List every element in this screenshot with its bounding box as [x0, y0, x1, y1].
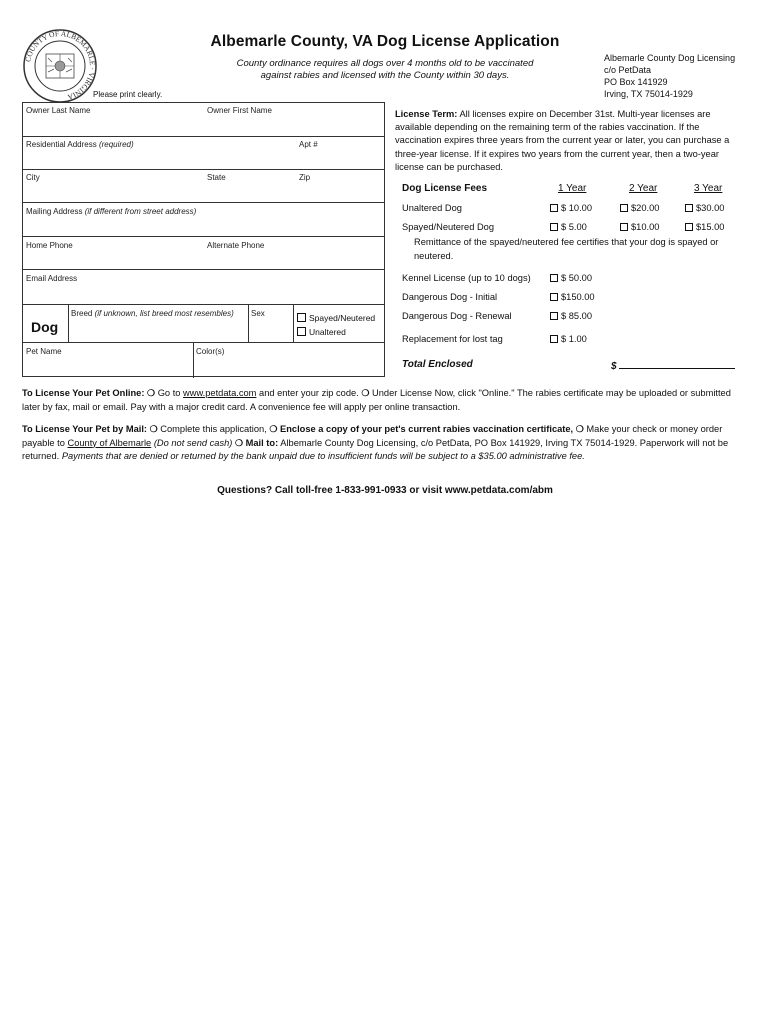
mailing-address-block: Albemarle County Dog Licensing c/o PetData PO Box 141929 Irving, TX 75014-1929 [604, 53, 736, 99]
fee-dangerous-initial-label: Dangerous Dog - Initial [402, 292, 498, 302]
checkbox-icon [685, 223, 693, 231]
page-title: Albemarle County, VA Dog License Application [210, 33, 560, 50]
sex-field[interactable]: Sex [251, 309, 265, 318]
state-field[interactable]: State [207, 173, 226, 182]
checkbox-icon [550, 223, 558, 231]
fee-kennel-label: Kennel License (up to 10 dogs) [402, 273, 531, 283]
ordinance-note: County ordinance requires all dogs over 4 months old to be vaccinated against rabies and licensed with the County within 30 days. [236, 58, 534, 81]
petdata-link[interactable]: www.petdata.com [183, 388, 257, 398]
alternate-phone-field[interactable]: Alternate Phone [207, 241, 265, 250]
owner-form [22, 102, 385, 377]
questions-contact: Questions? Call toll-free 1-833-991-0933 or visit www.petdata.com/abm [217, 485, 553, 496]
fee-spayed-1y[interactable]: $ 5.00 [550, 222, 587, 232]
residential-address-row [23, 137, 384, 170]
owner-last-name-field[interactable]: Owner Last Name [26, 106, 91, 115]
dog-label: Dog [31, 319, 59, 335]
total-enclosed-label: Total Enclosed [402, 359, 473, 370]
residential-address-field[interactable]: Residential Address (required) [26, 140, 134, 149]
bullet-circle-icon: ❍ [575, 424, 584, 434]
fees-col-2-year: 2 Year [629, 183, 658, 194]
pet-name-row [23, 343, 384, 378]
mailing-address-row [23, 203, 384, 237]
online-instructions: To License Your Pet Online: ❍ Go to www.petdata.com and enter your zip code. ❍ Under License Now, click "Online." The rabies certificate may be uploaded or submitted later by fax, mail or email. Pay with a major credit card. A convenience fee will apply per online transaction. [22, 388, 731, 412]
home-phone-field[interactable]: Home Phone [26, 241, 73, 250]
spayed-checkbox[interactable]: Spayed/Neutered [297, 313, 375, 323]
dog-breed-row [23, 305, 384, 343]
fee-dangerous-initial-option[interactable]: $150.00 [550, 292, 595, 302]
fee-dangerous-renewal-label: Dangerous Dog - Renewal [402, 311, 512, 321]
print-note: Please print clearly. [93, 90, 163, 99]
bullet-circle-icon: ❍ [269, 424, 278, 434]
checkbox-icon [685, 204, 693, 212]
unaltered-checkbox[interactable]: Unaltered [297, 327, 346, 337]
fee-unaltered-3y[interactable]: $30.00 [685, 203, 724, 213]
checkbox-icon [620, 204, 628, 212]
bullet-circle-icon: ❍ [149, 424, 158, 434]
remittance-note: Remittance of the spayed/neutered fee certifies that your dog is spayed or neutered. [414, 237, 719, 261]
phone-row [23, 237, 384, 270]
fee-replacement-option[interactable]: $ 1.00 [550, 334, 587, 344]
email-field[interactable]: Email Address [26, 274, 78, 283]
city-field[interactable]: City [26, 173, 40, 182]
colors-field[interactable]: Color(s) [196, 347, 225, 356]
bullet-circle-icon: ❍ [147, 388, 156, 398]
fee-unaltered-label: Unaltered Dog [402, 203, 462, 213]
pet-name-field[interactable]: Pet Name [26, 347, 62, 356]
zip-field[interactable]: Zip [299, 173, 311, 182]
checkbox-icon [550, 274, 558, 282]
fee-spayed-3y[interactable]: $15.00 [685, 222, 724, 232]
county-seal-logo [22, 28, 98, 104]
checkbox-icon [550, 312, 558, 320]
total-enclosed-field[interactable]: $ [611, 359, 735, 372]
fees-heading: Dog License Fees [402, 183, 488, 194]
mailing-address-field[interactable]: Mailing Address (if different from street address) [26, 207, 197, 216]
fee-unaltered-2y[interactable]: $20.00 [620, 203, 659, 213]
checkbox-icon [550, 335, 558, 343]
checkbox-icon [620, 223, 628, 231]
email-row [23, 270, 384, 305]
fee-unaltered-1y[interactable]: $ 10.00 [550, 203, 592, 213]
fees-col-3-year: 3 Year [694, 183, 723, 194]
fee-spayed-2y[interactable]: $10.00 [620, 222, 659, 232]
license-term-text: License Term: All licenses expire on December 31st. Multi-year licenses are available depending on the remaining term of the rabies vaccination. If the vaccination expires three years from the current year or later, you can purchase a three-year license. If it expires two years from the current year, then a two-year license can be purchased. [395, 109, 730, 172]
bullet-circle-icon: ❍ [361, 388, 370, 398]
owner-first-name-field[interactable]: Owner First Name [207, 106, 272, 115]
apt-field[interactable]: Apt # [299, 140, 318, 149]
fee-kennel-option[interactable]: $ 50.00 [550, 273, 592, 283]
checkbox-icon [550, 293, 558, 301]
owner-name-row [23, 103, 384, 137]
fee-replacement-label: Replacement for lost tag [402, 334, 503, 344]
svg-text:COUNTY OF ALBEMARLE · VIRGINIA: COUNTY OF ALBEMARLE · VIRGINIA [23, 28, 98, 102]
bullet-circle-icon: ❍ [234, 437, 244, 448]
fee-dangerous-renewal-option[interactable]: $ 85.00 [550, 311, 592, 321]
breed-field[interactable]: Breed (if unknown, list breed most resembles) [71, 309, 234, 318]
mail-instructions: To License Your Pet by Mail: ❍ Complete this application, ❍ Enclose a copy of your pet's current rabies vaccination certificate, ❍ Make your check or money order payable to County of Albemarle (Do not send cash) ❍ Mail to: Albemarle County Dog Licensing, c/o PetData, PO Box 141929, Irving TX 75014-1929. Paperwork will not be returned. Payments that are denied or returned by the bank unpaid due to insufficient funds will be subject to a $35.00 administrative fee. [22, 424, 729, 461]
fee-spayed-label: Spayed/Neutered Dog [402, 222, 494, 232]
city-row [23, 170, 384, 203]
checkbox-icon [550, 204, 558, 212]
fees-col-1-year: 1 Year [558, 183, 587, 194]
